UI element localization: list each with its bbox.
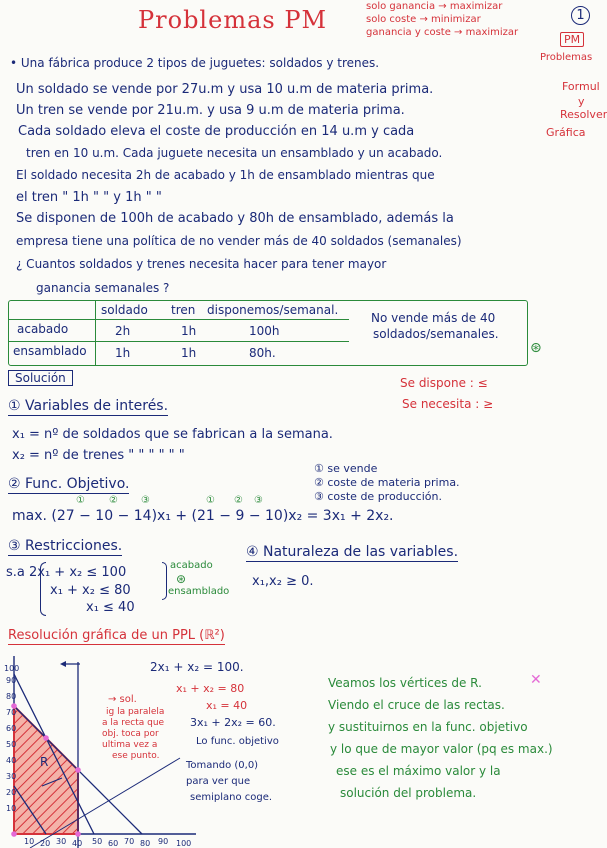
star-mark: ⊛ — [530, 340, 542, 356]
feasible-region — [14, 706, 78, 834]
y-tick-label: 80 — [6, 692, 17, 701]
vertex-marker — [43, 735, 49, 741]
pink-x-mark: ✕ — [530, 672, 542, 688]
header-note-1: solo ganancia → maximizar — [366, 1, 503, 12]
objective-legend-1: ① se vende — [314, 462, 378, 475]
conclusion-line-3: y sustituirnos en la func. objetivo — [328, 720, 528, 734]
statement-line-11: ganancia semanales ? — [36, 281, 170, 295]
side-note-problemas: Problemas — [540, 52, 593, 63]
x-tick-label: 90 — [158, 837, 169, 846]
y-tick-label: 50 — [6, 740, 17, 749]
table-cell: 1h — [115, 346, 131, 360]
feasible-region-graph — [0, 648, 200, 848]
section-nature-heading: ④ Naturaleza de las variables. — [246, 544, 459, 560]
table-cell: 1h — [181, 324, 197, 338]
solution-label: Solución — [8, 370, 73, 386]
y-tick-label: 90 — [6, 676, 17, 685]
conclusion-line-5: ese es el máximo valor y la — [336, 764, 501, 778]
table-cell: 80h. — [249, 346, 276, 360]
x-tick-label: 10 — [24, 837, 35, 846]
eq-objective: 3x₁ + 2x₂ = 60. — [190, 716, 276, 729]
x-tick-label: 100 — [176, 839, 192, 848]
x-tick-label: 70 — [124, 837, 135, 846]
y-tick-label: 30 — [6, 772, 17, 781]
tag-pm: PM — [560, 32, 584, 47]
statement-line-9: empresa tiene una política de no vender más de 40 soldados (semanales) — [16, 234, 462, 248]
variable-x1: x₁ = nº de soldados que se fabrican a la semana. — [12, 427, 333, 442]
statement-line-10: ¿ Cuantos soldados y trenes necesita hacer para tener mayor — [16, 257, 387, 271]
arrow-note-2: ig la paralela — [106, 707, 165, 717]
arrow-left-head — [60, 661, 66, 667]
arrow-note-5: ultima vez a — [102, 740, 158, 750]
section-variables-heading: ① Variables de interés. — [8, 398, 169, 414]
eq-ensamblado: x₁ + x₂ = 80 — [176, 682, 245, 695]
statement-line-5: tren en 10 u.m. Cada juguete necesita un ensamblado y un acabado. — [26, 146, 443, 160]
formula-mark: ③ — [141, 495, 150, 506]
vertex-marker — [75, 831, 81, 837]
origin-note-2: para ver que — [186, 776, 251, 787]
graph-section-heading: Resolución gráfica de un PPL (ℝ²) — [8, 628, 225, 643]
legend-necesita: Se necesita : ≥ — [402, 397, 494, 411]
x-tick-label: 30 — [56, 837, 67, 846]
formula-mark: ② — [109, 495, 118, 506]
x-tick-label: 60 — [108, 839, 119, 848]
variable-x2: x₂ = nº de trenes " " " " " " — [12, 448, 185, 463]
y-tick-label: 70 — [6, 708, 17, 717]
origin-note-3: semiplano coge. — [190, 792, 273, 803]
constraint-label-acabado: acabado — [170, 560, 213, 571]
objective-legend-2: ② coste de materia prima. — [314, 476, 460, 489]
table-row-label-acabado: acabado — [17, 322, 69, 336]
table-cell: 2h — [115, 324, 131, 338]
table-note-1: No vende más de 40 — [371, 311, 496, 325]
table-cell: 100h — [249, 324, 280, 338]
statement-line-8: Se disponen de 100h de acabado y 80h de ensamblado, además la — [16, 211, 454, 226]
page-title: Problemas PM — [138, 6, 328, 34]
arrow-note-1: → sol. — [108, 694, 137, 705]
y-tick-label: 20 — [6, 788, 17, 797]
side-note-right-3: Resolver — [560, 108, 607, 121]
constraint-2: x₁ + x₂ ≤ 80 — [50, 583, 131, 598]
arrow-note-3: a la recta que — [102, 718, 165, 728]
table-note-2: soldados/semanales. — [373, 327, 499, 341]
table-cell: 1h — [181, 346, 197, 360]
conclusion-line-2: Viendo el cruce de las rectas. — [328, 698, 505, 712]
conclusion-line-4: y lo que de mayor valor (pq es max.) — [330, 742, 553, 756]
conclusion-line-6: solución del problema. — [340, 786, 477, 800]
table-header-soldado: soldado — [101, 303, 148, 317]
statement-line-2: Un soldado se vende por 27u.m y usa 10 u.m de materia prima. — [16, 82, 434, 97]
formula-mark: ③ — [254, 495, 263, 506]
constraint-brace — [40, 562, 46, 616]
eq-acabado: 2x₁ + x₂ = 100. — [150, 660, 244, 674]
table-header-disponemos: disponemos/semanal. — [207, 303, 339, 317]
x-tick-label: 20 — [40, 839, 51, 848]
side-note-right-2: y — [578, 95, 585, 108]
header-note-3: ganancia y coste → maximizar — [366, 27, 519, 38]
data-table — [8, 300, 528, 366]
x-tick-label: 80 — [140, 839, 151, 848]
statement-line-4: Cada soldado eleva el coste de producción en 14 u.m y cada — [18, 124, 415, 139]
y-tick-label: 10 — [6, 804, 17, 813]
nature-text: x₁,x₂ ≥ 0. — [252, 574, 314, 589]
eq-objective-label: Lo func. objetivo — [196, 736, 279, 747]
x-tick-label: 40 — [72, 839, 83, 848]
table-row-label-ensamblado: ensamblado — [13, 344, 87, 358]
section-constraints-heading: ③ Restricciones. — [8, 538, 123, 554]
side-note-right-1: Formul — [562, 80, 600, 93]
y-tick-label: 100 — [4, 664, 20, 673]
objective-legend-3: ③ coste de producción. — [314, 490, 442, 503]
legend-dispone: Se dispone : ≤ — [400, 376, 488, 390]
page-number: 1 — [571, 6, 590, 25]
constraint-brace-right — [162, 562, 167, 600]
constraint-label-star: ⊛ — [176, 572, 187, 586]
constraint-3: x₁ ≤ 40 — [86, 600, 135, 615]
origin-note-1: Tomando (0,0) — [186, 760, 259, 771]
y-tick-label: 60 — [6, 724, 17, 733]
x-tick-label: 50 — [92, 837, 103, 846]
constraint-1: s.a 2x₁ + x₂ ≤ 100 — [6, 565, 127, 580]
formula-mark: ① — [76, 495, 85, 506]
arrow-note-4: obj. toca por — [102, 729, 159, 739]
objective-formula: max. (27 − 10 − 14)x₁ + (21 − 9 − 10)x₂ = 3x₁ + 2x₂. — [12, 508, 394, 524]
constraint-label-ensamblado: ensamblado — [168, 586, 230, 597]
vertex-marker — [75, 767, 81, 773]
statement-line-6: El soldado necesita 2h de acabado y 1h de ensamblado mientras que — [16, 168, 435, 182]
region-label: R — [40, 755, 49, 769]
y-tick-label: 40 — [6, 756, 17, 765]
table-header-tren: tren — [171, 303, 196, 317]
formula-mark: ② — [234, 495, 243, 506]
statement-line-1: • Una fábrica produce 2 tipos de juguetes: soldados y trenes. — [10, 56, 380, 70]
statement-line-7: el tren " 1h " " y 1h " " — [16, 190, 162, 205]
formula-mark: ① — [206, 495, 215, 506]
section-objective-heading: ② Func. Objetivo. — [8, 476, 130, 492]
arrow-note-6: ese punto. — [112, 751, 160, 761]
statement-line-3: Un tren se vende por 21u.m. y usa 9 u.m de materia prima. — [16, 103, 405, 118]
eq-x1-40: x₁ = 40 — [206, 699, 248, 712]
header-note-2: solo coste → minimizar — [366, 14, 481, 25]
conclusion-line-1: Veamos los vértices de R. — [328, 676, 482, 690]
side-note-right-4: Gráfica — [546, 126, 586, 139]
vertex-marker — [11, 831, 17, 837]
